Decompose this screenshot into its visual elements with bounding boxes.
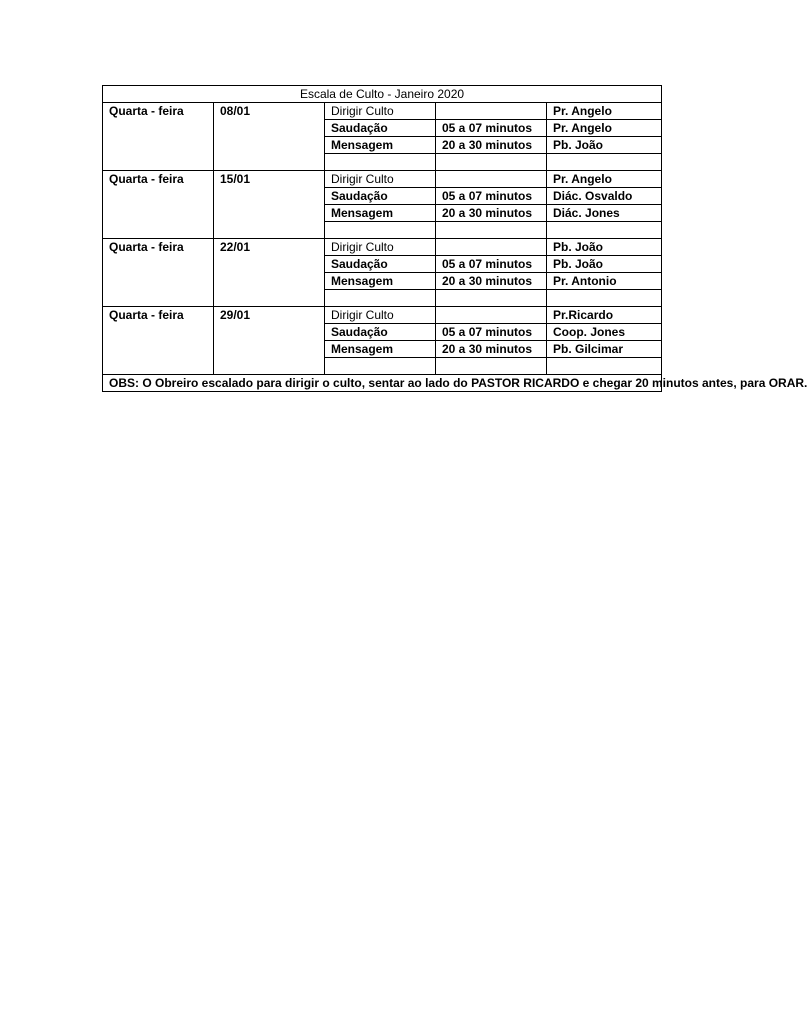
person-cell: Pr.Ricardo bbox=[547, 307, 662, 324]
week-date: 08/01 bbox=[214, 103, 325, 171]
person-cell: Pr. Angelo bbox=[547, 171, 662, 188]
table-title: Escala de Culto - Janeiro 2020 bbox=[103, 86, 662, 103]
person-cell: Diác. Osvaldo bbox=[547, 188, 662, 205]
role-cell: Mensagem bbox=[325, 273, 436, 290]
person-cell: Diác. Jones bbox=[547, 205, 662, 222]
duration-cell bbox=[436, 239, 547, 256]
role-cell: Saudação bbox=[325, 188, 436, 205]
empty-cell bbox=[436, 290, 547, 307]
duration-cell: 05 a 07 minutos bbox=[436, 256, 547, 273]
duration-cell: 20 a 30 minutos bbox=[436, 341, 547, 358]
empty-cell bbox=[547, 154, 662, 171]
week-day: Quarta - feira bbox=[103, 239, 214, 307]
role-cell: Saudação bbox=[325, 256, 436, 273]
role-cell: Mensagem bbox=[325, 341, 436, 358]
person-cell: Pr. Antonio bbox=[547, 273, 662, 290]
person-cell: Pb. João bbox=[547, 239, 662, 256]
empty-cell bbox=[325, 358, 436, 375]
duration-cell: 05 a 07 minutos bbox=[436, 120, 547, 137]
role-cell: Dirigir Culto bbox=[325, 103, 436, 120]
week-day: Quarta - feira bbox=[103, 171, 214, 239]
empty-cell bbox=[547, 358, 662, 375]
obs-note: OBS: O Obreiro escalado para dirigir o culto, sentar ao lado do PASTOR RICARDO e chegar 20 minutos antes, para ORAR. bbox=[103, 375, 662, 392]
empty-cell bbox=[436, 358, 547, 375]
duration-cell: 05 a 07 minutos bbox=[436, 324, 547, 341]
duration-cell: 20 a 30 minutos bbox=[436, 273, 547, 290]
duration-cell: 20 a 30 minutos bbox=[436, 205, 547, 222]
duration-cell: 05 a 07 minutos bbox=[436, 188, 547, 205]
duration-cell bbox=[436, 171, 547, 188]
week-date: 29/01 bbox=[214, 307, 325, 375]
empty-cell bbox=[325, 222, 436, 239]
empty-cell bbox=[547, 222, 662, 239]
empty-cell bbox=[547, 290, 662, 307]
person-cell: Pb. Gilcimar bbox=[547, 341, 662, 358]
role-cell: Saudação bbox=[325, 324, 436, 341]
empty-cell bbox=[436, 222, 547, 239]
empty-cell bbox=[325, 154, 436, 171]
schedule-row bbox=[103, 171, 662, 188]
week-day: Quarta - feira bbox=[103, 307, 214, 375]
role-cell: Saudação bbox=[325, 120, 436, 137]
week-date: 22/01 bbox=[214, 239, 325, 307]
person-cell: Pr. Angelo bbox=[547, 103, 662, 120]
duration-cell bbox=[436, 103, 547, 120]
schedule-row bbox=[103, 103, 662, 120]
person-cell: Pb. João bbox=[547, 137, 662, 154]
duration-cell bbox=[436, 307, 547, 324]
schedule-row bbox=[103, 239, 662, 256]
person-cell: Pr. Angelo bbox=[547, 120, 662, 137]
duration-cell: 20 a 30 minutos bbox=[436, 137, 547, 154]
role-cell: Dirigir Culto bbox=[325, 307, 436, 324]
obs-row bbox=[103, 375, 662, 392]
empty-cell bbox=[436, 154, 547, 171]
week-day: Quarta - feira bbox=[103, 103, 214, 171]
schedule-row bbox=[103, 307, 662, 324]
role-cell: Mensagem bbox=[325, 137, 436, 154]
role-cell: Dirigir Culto bbox=[325, 239, 436, 256]
person-cell: Coop. Jones bbox=[547, 324, 662, 341]
title-row bbox=[103, 86, 662, 103]
role-cell: Mensagem bbox=[325, 205, 436, 222]
person-cell: Pb. João bbox=[547, 256, 662, 273]
week-date: 15/01 bbox=[214, 171, 325, 239]
empty-cell bbox=[325, 290, 436, 307]
schedule-table bbox=[102, 85, 807, 392]
role-cell: Dirigir Culto bbox=[325, 171, 436, 188]
